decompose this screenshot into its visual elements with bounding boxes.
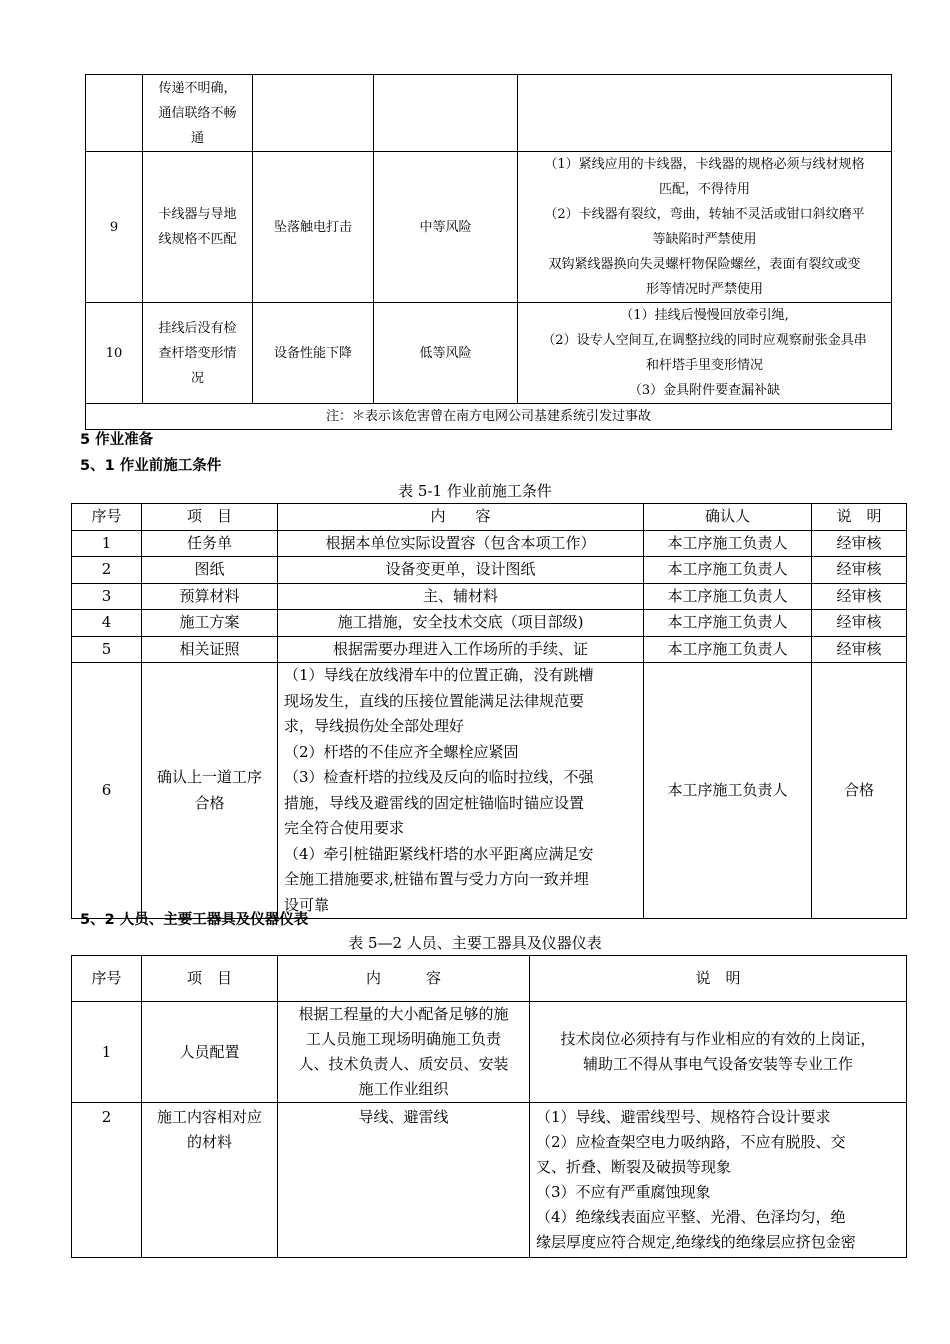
table-row <box>86 303 892 404</box>
subsection-heading: 5、1 作业前施工条件 <box>80 458 222 474</box>
hazard-level <box>374 75 518 152</box>
cell-content: 根据工程量的大小配备足够的施 工人员施工现场明确施工负责 人、技术负责人、质安员、安装 施工作业组织 <box>278 1002 530 1103</box>
hazard-level: 低等风险 <box>374 303 518 404</box>
hazard-consequence: 设备性能下降 <box>253 303 374 404</box>
hazard-consequence <box>253 75 374 152</box>
cell-content: 主、辅材料 <box>278 583 644 610</box>
column-header: 内 容 <box>278 504 644 531</box>
table-header-row <box>72 504 907 531</box>
table-row <box>72 530 907 557</box>
table-row <box>72 1002 907 1103</box>
cell-item: 施工方案 <box>142 610 278 637</box>
cell-confirmer: 本工序施工负责人 <box>644 663 812 919</box>
personnel-tools-table <box>71 955 907 1258</box>
subsection-heading: 5、2 人员、主要工器具及仪器仪表 <box>80 912 309 928</box>
hazard-measures: （1）紧线应用的卡线器，卡线器的规格必须与线材规格 匹配，不得待用 （2）卡线器有裂纹，弯曲，转轴不灵活或钳口斜纹磨平 等缺陷时严禁使用 双钩紧线器换向失灵螺杆物保险螺丝，表面有裂纹或变 形等情况时严禁使用 <box>518 152 892 303</box>
hazard-desc: 挂线后没有检 查杆塔变形情 况 <box>143 303 253 404</box>
cell-no: 1 <box>72 1002 142 1103</box>
cell-item: 图纸 <box>142 557 278 584</box>
hazard-level: 中等风险 <box>374 152 518 303</box>
table-row <box>86 152 892 303</box>
cell-item: 施工内容相对应 的材料 <box>142 1103 278 1258</box>
cell-note: （1）导线、避雷线型号、规格符合设计要求 （2）应检查架空电力吸纳路，不应有脱股、交 叉、折叠、断裂及破损等现象 （3）不应有严重腐蚀现象 （4）绝缘线表面应平整、光滑、色泽均匀，绝 缘层厚度应符合规定,绝缘线的绝缘层应挤包金密 <box>530 1103 907 1258</box>
cell-note: 经审核 <box>812 557 907 584</box>
cell-content: 根据需要办理进入工作场所的手续、证 <box>278 636 644 663</box>
cell-no: 6 <box>72 663 142 919</box>
cell-confirmer: 本工序施工负责人 <box>644 530 812 557</box>
hazard-desc: 卡线器与导地 线规格不匹配 <box>143 152 253 303</box>
cell-item: 相关证照 <box>142 636 278 663</box>
cell-content: （1）导线在放线滑车中的位置正确，没有跳槽 现场发生，直线的压接位置能满足法律规范要 求，导线损伤处全部处理好 （2）杆塔的不佳应齐全螺栓应紧固 （3）检查杆塔的拉线及反向的临时拉线，不强 措施，导线及避雷线的固定桩锚临时锚应设置 完全符合使用要求 （4）牵引桩锚距紧线杆塔的水平距离应满足安 全施工措施要求,桩锚布置与受力方向一致并埋 设可靠 <box>278 663 644 919</box>
cell-item: 任务单 <box>142 530 278 557</box>
hazard-no <box>86 75 143 152</box>
hazard-no: 10 <box>86 303 143 404</box>
cell-confirmer: 本工序施工负责人 <box>644 583 812 610</box>
table-note: 注：＊表示该危害曾在南方电网公司基建系统引发过事故 <box>86 404 892 430</box>
cell-content: 施工措施，安全技术交底（项目部级) <box>278 610 644 637</box>
cell-note: 经审核 <box>812 636 907 663</box>
cell-item: 确认上一道工序 合格 <box>142 663 278 919</box>
table-row <box>72 1103 907 1258</box>
section-heading: 5 作业准备 <box>80 432 154 448</box>
table-row <box>72 663 907 919</box>
column-header: 确认人 <box>644 504 812 531</box>
column-header: 内 容 <box>278 956 530 1002</box>
column-header: 序号 <box>72 956 142 1002</box>
cell-no: 2 <box>72 557 142 584</box>
cell-item: 预算材料 <box>142 583 278 610</box>
cell-no: 2 <box>72 1103 142 1258</box>
cell-confirmer: 本工序施工负责人 <box>644 636 812 663</box>
column-header: 项 目 <box>142 956 278 1002</box>
hazard-measures: （1）挂线后慢慢回放牵引绳, （2）设专人空间互,在调整拉线的同时应观察耐张金具串 和杆塔手里变形情况 （3）金具附件要查漏补缺 <box>518 303 892 404</box>
cell-content: 导线、避雷线 <box>278 1103 530 1258</box>
hazard-measures <box>518 75 892 152</box>
column-header: 说 明 <box>530 956 907 1002</box>
table-row <box>72 583 907 610</box>
table-row <box>72 557 907 584</box>
cell-note: 经审核 <box>812 610 907 637</box>
table-caption: 表 5-1 作业前施工条件 <box>398 482 552 500</box>
cell-item: 人员配置 <box>142 1002 278 1103</box>
preconditions-table <box>71 503 907 919</box>
cell-no: 5 <box>72 636 142 663</box>
table-header-row <box>72 956 907 1002</box>
cell-note: 经审核 <box>812 583 907 610</box>
column-header: 序号 <box>72 504 142 531</box>
cell-confirmer: 本工序施工负责人 <box>644 610 812 637</box>
cell-no: 1 <box>72 530 142 557</box>
cell-content: 设备变更单，设计图纸 <box>278 557 644 584</box>
cell-no: 4 <box>72 610 142 637</box>
hazard-no: 9 <box>86 152 143 303</box>
cell-note: 经审核 <box>812 530 907 557</box>
table-row <box>72 636 907 663</box>
hazard-desc: 传递不明确， 通信联络不畅 通 <box>143 75 253 152</box>
table-row <box>72 610 907 637</box>
cell-content: 根据本单位实际设置容（包含本项工作） <box>278 530 644 557</box>
hazard-table <box>85 74 892 430</box>
cell-note: 合格 <box>812 663 907 919</box>
table-caption: 表 5—2 人员、主要工器具及仪器仪表 <box>348 934 602 952</box>
table-note-row <box>86 404 892 430</box>
cell-note: 技术岗位必须持有与作业相应的有效的上岗证， 辅助工不得从事电气设备安装等专业工作 <box>530 1002 907 1103</box>
column-header: 说 明 <box>812 504 907 531</box>
hazard-consequence: 坠落触电打击 <box>253 152 374 303</box>
cell-confirmer: 本工序施工负责人 <box>644 557 812 584</box>
column-header: 项 目 <box>142 504 278 531</box>
table-row <box>86 75 892 152</box>
cell-no: 3 <box>72 583 142 610</box>
